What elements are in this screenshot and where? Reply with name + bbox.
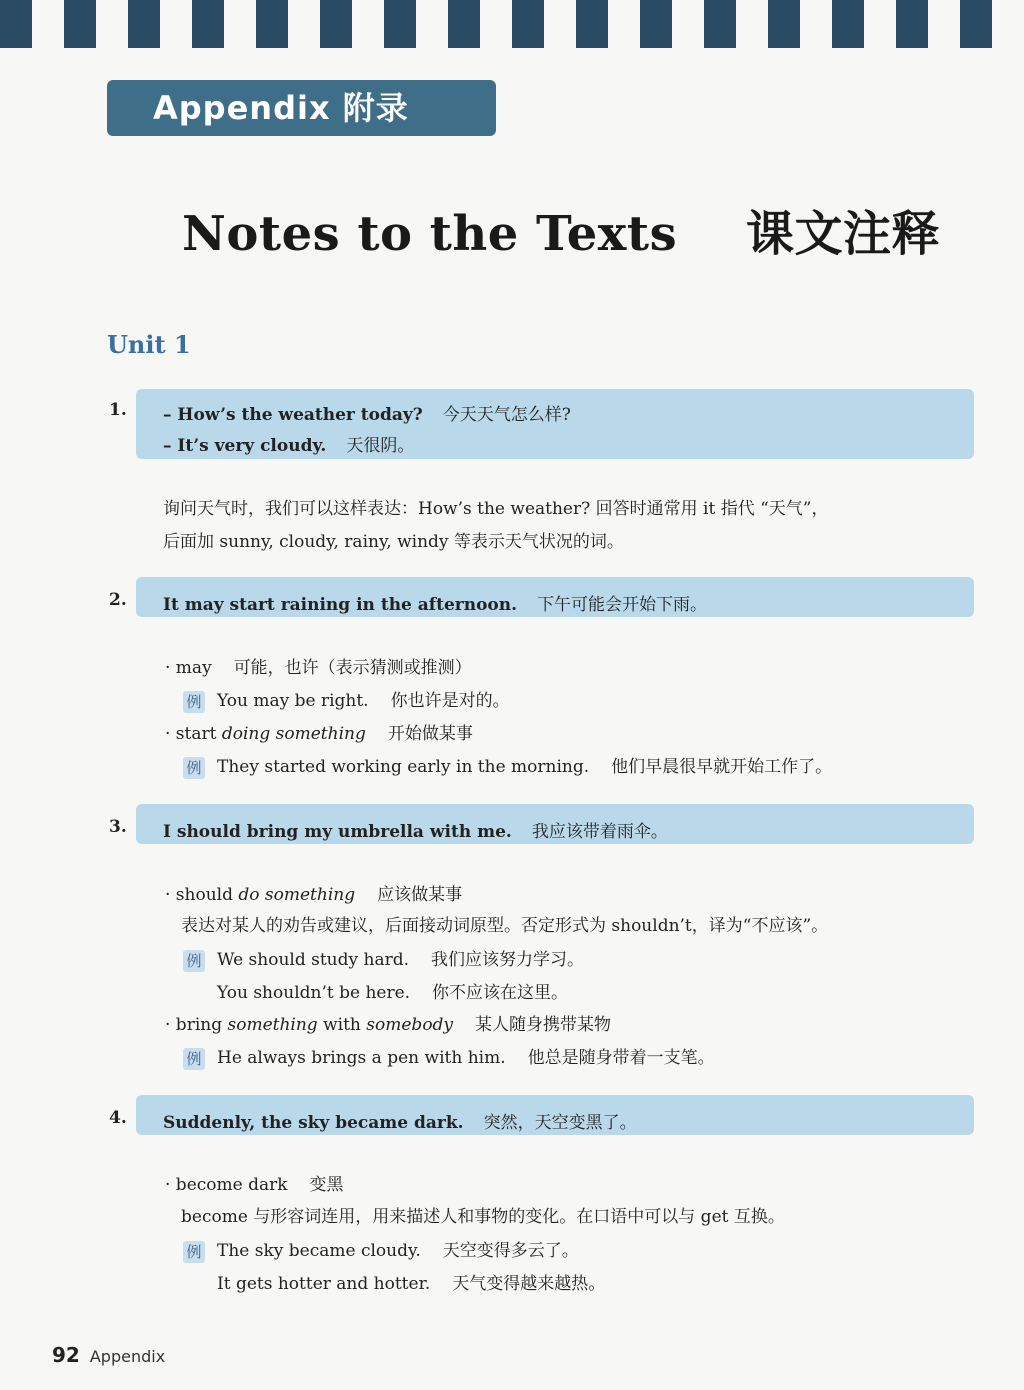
- stripe-segment: [576, 0, 608, 48]
- example-marker: 例: [183, 950, 205, 972]
- stripe-segment: [96, 0, 128, 48]
- stripe-segment: [512, 0, 544, 48]
- stripe-segment: [448, 0, 480, 48]
- term-may: · may 可能，也许（表示猜测或推测）: [165, 658, 472, 678]
- note-2-line-1: [163, 590, 707, 615]
- appendix-tag: Appendix 附录: [107, 80, 496, 136]
- note-4-line-1: [163, 1108, 637, 1133]
- term-become-desc: become 与形容词连用，用来描述人和事物的变化。在口语中可以与 get 互换。: [181, 1207, 785, 1227]
- stripe-segment: [192, 0, 224, 48]
- stripe-segment: [128, 0, 160, 48]
- page-title: Notes to the Texts 课文注释: [182, 206, 940, 262]
- example: 例 The sky became cloudy. 天空变得多云了。: [183, 1236, 579, 1263]
- note-number: 1.: [109, 400, 127, 420]
- stripe-segment: [704, 0, 736, 48]
- example-marker: 例: [183, 757, 205, 779]
- unit-heading: Unit 1: [107, 330, 191, 359]
- sentence-zh: 突然，天空变黑了。: [483, 1113, 637, 1133]
- footer-label: Appendix: [89, 1347, 166, 1366]
- sentence-en: – How’s the weather today?: [163, 405, 423, 425]
- note-1-body-1: 询问天气时，我们可以这样表达：How’s the weather? 回答时通常用 it 指代 “天气”，: [163, 499, 829, 519]
- example-marker: 例: [183, 1048, 205, 1070]
- stripe-segment: [288, 0, 320, 48]
- stripe-segment: [160, 0, 192, 48]
- term-should: · should do something 应该做某事: [165, 885, 463, 905]
- stripe-segment: [544, 0, 576, 48]
- sentence-en: I should bring my umbrella with me.: [163, 822, 512, 842]
- stripe-segment: [480, 0, 512, 48]
- stripe-segment: [0, 0, 32, 48]
- stripe-segment: [32, 0, 64, 48]
- term-start-doing: · start doing something 开始做某事: [165, 724, 473, 744]
- sentence-en: – It’s very cloudy.: [163, 436, 327, 456]
- stripe-segment: [320, 0, 352, 48]
- note-number: 2.: [109, 590, 127, 610]
- example: 例 You may be right. 你也许是对的。: [183, 686, 510, 713]
- note-3-line-1: [163, 817, 668, 842]
- note-number: 3.: [109, 817, 127, 837]
- page-number: 92: [52, 1343, 80, 1367]
- stripe-segment: [960, 0, 992, 48]
- sentence-en: It may start raining in the afternoon.: [163, 595, 518, 615]
- term-should-desc: 表达对某人的劝告或建议，后面接动词原型。否定形式为 shouldn’t，译为“不应该”。: [181, 916, 829, 936]
- stripe-segment: [256, 0, 288, 48]
- example-marker: 例: [183, 1241, 205, 1263]
- sentence-zh: 下午可能会开始下雨。: [537, 595, 708, 615]
- stripe-segment: [672, 0, 704, 48]
- example: 例 They started working early in the morning. 他们早晨很早就开始工作了。: [183, 752, 832, 779]
- stripe-segment: [608, 0, 640, 48]
- stripe-segment: [640, 0, 672, 48]
- stripe-segment: [768, 0, 800, 48]
- stripe-segment: [416, 0, 448, 48]
- stripe-segment: [800, 0, 832, 48]
- note-number: 4.: [109, 1108, 127, 1128]
- stripe-segment: [224, 0, 256, 48]
- sentence-zh: 我应该带着雨伞。: [531, 822, 668, 842]
- example: You shouldn’t be here. 你不应该在这里。: [217, 983, 569, 1003]
- top-stripe-border: [0, 0, 1024, 48]
- note-1-body-2: 后面加 sunny, cloudy, rainy, windy 等表示天气状况的词。: [163, 532, 624, 552]
- sentence-zh: 今天天气怎么样?: [442, 405, 571, 425]
- example: 例 He always brings a pen with him. 他总是随身带着一支笔。: [183, 1043, 715, 1070]
- term-bring: · bring something with somebody 某人随身携带某物: [165, 1015, 612, 1035]
- example: 例 We should study hard. 我们应该努力学习。: [183, 945, 584, 972]
- note-1-line-2: [163, 431, 414, 456]
- stripe-segment: [928, 0, 960, 48]
- stripe-segment: [832, 0, 864, 48]
- term-become-dark: · become dark 变黑: [165, 1175, 344, 1195]
- stripe-segment: [896, 0, 928, 48]
- stripe-segment: [384, 0, 416, 48]
- sentence-en: Suddenly, the sky became dark.: [163, 1113, 464, 1133]
- example-marker: 例: [183, 691, 205, 713]
- note-1-line-1: [163, 400, 571, 425]
- stripe-segment: [736, 0, 768, 48]
- stripe-segment: [64, 0, 96, 48]
- stripe-segment: [992, 0, 1024, 48]
- sentence-zh: 天很阴。: [346, 436, 415, 456]
- example: It gets hotter and hotter. 天气变得越来越热。: [217, 1274, 606, 1294]
- page-footer: [52, 1343, 165, 1367]
- stripe-segment: [864, 0, 896, 48]
- stripe-segment: [352, 0, 384, 48]
